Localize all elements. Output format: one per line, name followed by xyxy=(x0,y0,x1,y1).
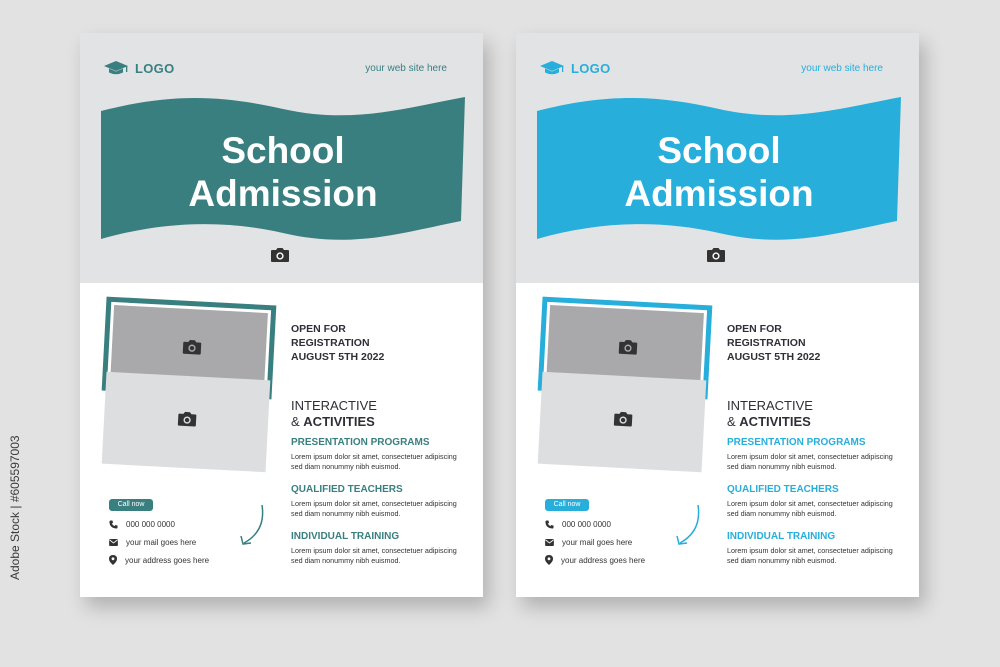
watermark: Adobe Stock | #605597003 xyxy=(8,435,22,580)
camera-icon xyxy=(706,247,726,263)
registration-info xyxy=(291,322,384,364)
feature-desc: sed diam nonummy nibh euismod. xyxy=(727,556,837,565)
camera-icon xyxy=(613,411,634,428)
feature-title: PRESENTATION PROGRAMS xyxy=(291,437,430,448)
feature-presentation xyxy=(291,437,471,472)
title xyxy=(101,97,465,245)
feature-desc: Lorem ipsum dolor sit amet, consectetuer adipiscing xyxy=(291,546,457,555)
feature-desc: Lorem ipsum dolor sit amet, consectetuer adipiscing xyxy=(291,452,457,461)
mail-icon xyxy=(545,539,554,546)
title-banner xyxy=(101,97,465,245)
logo xyxy=(103,60,174,76)
interactive-line-1: INTERACTIVE xyxy=(727,398,813,413)
title-banner xyxy=(537,97,901,245)
address-text: your address goes here xyxy=(125,555,210,565)
flyer-teal xyxy=(80,33,483,597)
curved-arrow-icon xyxy=(238,503,268,548)
feature-title: INDIVIDUAL TRAINING xyxy=(727,531,836,542)
camera-icon xyxy=(618,339,639,356)
flyer-blue xyxy=(516,33,919,597)
logo xyxy=(539,60,610,76)
feature-teachers xyxy=(291,484,471,519)
feature-presentation xyxy=(727,437,907,472)
mail-icon xyxy=(109,539,118,546)
contact-address xyxy=(109,555,209,565)
interactive-prefix: & xyxy=(291,414,304,429)
graduation-cap-icon xyxy=(539,60,565,76)
feature-desc: Lorem ipsum dolor sit amet, consectetuer adipiscing xyxy=(727,452,893,461)
feature-desc: Lorem ipsum dolor sit amet, consectetuer adipiscing xyxy=(727,546,893,555)
feature-desc: sed diam nonummy nibh euismod. xyxy=(291,462,401,471)
interactive-bold: ACTIVITIES xyxy=(739,414,811,429)
registration-line: REGISTRATION xyxy=(727,337,806,349)
title-line-1: School xyxy=(657,130,781,171)
logo-text: LOGO xyxy=(571,60,611,76)
contact-email xyxy=(109,538,196,547)
feature-title: QUALIFIED TEACHERS xyxy=(727,484,839,495)
registration-line: OPEN FOR xyxy=(291,323,346,335)
website-link[interactable]: your web site here xyxy=(365,63,447,74)
location-pin-icon xyxy=(545,555,553,565)
feature-training xyxy=(291,531,471,566)
camera-icon xyxy=(182,339,203,356)
phone-number: 000 000 0000 xyxy=(126,520,175,529)
registration-date: AUGUST 5TH 2022 xyxy=(727,351,821,363)
address-text: your address goes here xyxy=(561,555,646,565)
title-line-2: Admission xyxy=(188,173,378,214)
title xyxy=(537,97,901,245)
location-pin-icon xyxy=(109,555,117,565)
interactive-prefix: & xyxy=(727,414,740,429)
feature-title: QUALIFIED TEACHERS xyxy=(291,484,403,495)
feature-desc: sed diam nonummy nibh euismod. xyxy=(291,556,401,565)
photo-placeholder-2 xyxy=(538,372,707,472)
interactive-heading xyxy=(291,398,377,430)
feature-desc: Lorem ipsum dolor sit amet, consectetuer adipiscing xyxy=(291,499,457,508)
email-address: your mail goes here xyxy=(126,538,197,547)
title-line-1: School xyxy=(221,130,345,171)
phone-number: 000 000 0000 xyxy=(562,520,611,529)
camera-icon xyxy=(270,247,290,263)
contact-address xyxy=(545,555,645,565)
call-now-button[interactable]: Call now xyxy=(109,499,153,511)
interactive-heading xyxy=(727,398,813,430)
graduation-cap-icon xyxy=(103,60,129,76)
feature-desc: sed diam nonummy nibh euismod. xyxy=(291,509,401,518)
feature-teachers xyxy=(727,484,907,519)
feature-desc: Lorem ipsum dolor sit amet, consectetuer adipiscing xyxy=(727,499,893,508)
feature-title: PRESENTATION PROGRAMS xyxy=(727,437,866,448)
contact-phone xyxy=(545,520,611,529)
logo-text: LOGO xyxy=(135,60,175,76)
registration-line: OPEN FOR xyxy=(727,323,782,335)
feature-training xyxy=(727,531,907,566)
call-now-button[interactable]: Call now xyxy=(545,499,589,511)
feature-desc: sed diam nonummy nibh euismod. xyxy=(727,509,837,518)
curved-arrow-icon xyxy=(674,503,704,548)
interactive-line-1: INTERACTIVE xyxy=(291,398,377,413)
website-link[interactable]: your web site here xyxy=(801,63,883,74)
photo-placeholder-2 xyxy=(102,372,271,472)
registration-info xyxy=(727,322,820,364)
contact-phone xyxy=(109,520,175,529)
title-line-2: Admission xyxy=(624,173,814,214)
contact-email xyxy=(545,538,632,547)
registration-date: AUGUST 5TH 2022 xyxy=(291,351,385,363)
email-address: your mail goes here xyxy=(562,538,633,547)
feature-title: INDIVIDUAL TRAINING xyxy=(291,531,400,542)
interactive-bold: ACTIVITIES xyxy=(303,414,375,429)
phone-icon xyxy=(545,520,554,529)
phone-icon xyxy=(109,520,118,529)
registration-line: REGISTRATION xyxy=(291,337,370,349)
feature-desc: sed diam nonummy nibh euismod. xyxy=(727,462,837,471)
camera-icon xyxy=(177,411,198,428)
